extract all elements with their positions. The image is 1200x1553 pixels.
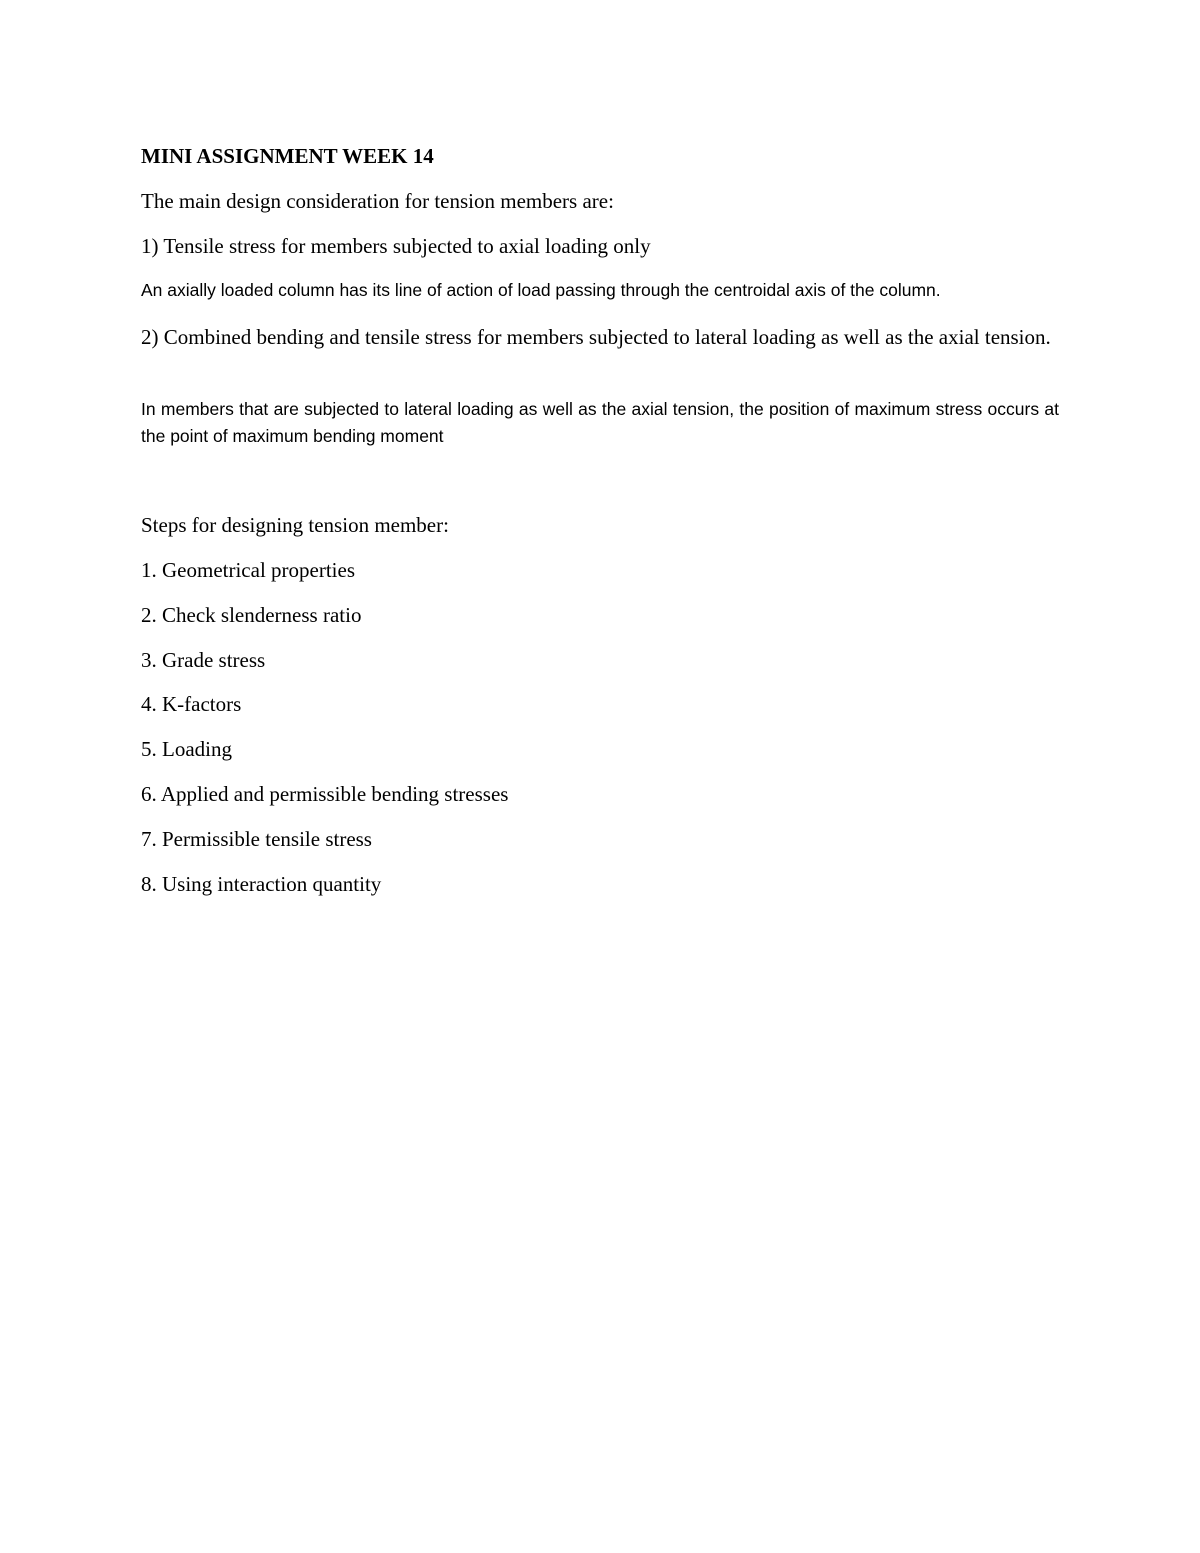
step-item: 8. Using interaction quantity (141, 872, 382, 896)
step-item: 7. Permissible tensile stress (141, 827, 372, 851)
step-item: 3. Grade stress (141, 648, 266, 672)
document-title: MINI ASSIGNMENT WEEK 14 (141, 144, 434, 168)
step-item: 4. K-factors (141, 692, 242, 716)
steps-heading: Steps for designing tension member: (141, 513, 449, 537)
point-1: 1) Tensile stress for members subjected to axial loading only (141, 234, 651, 258)
point-1-note: An axially loaded column has its line of action of load passing through the centroidal axis of the column. (141, 280, 941, 300)
step-item: 1. Geometrical properties (141, 558, 355, 582)
step-item: 2. Check slenderness ratio (141, 603, 362, 627)
point-2-note: In members that are subjected to lateral loading as well as the axial tension, the position of maximum stress occurs at the point of maximum bending moment (141, 399, 1059, 446)
point-2: 2) Combined bending and tensile stress for members subjected to lateral loading as well as the axial tension. (141, 325, 1051, 349)
step-item: 5. Loading (141, 737, 232, 761)
step-item: 6. Applied and permissible bending stresses (141, 782, 509, 806)
intro-text: The main design consideration for tension members are: (141, 189, 614, 213)
